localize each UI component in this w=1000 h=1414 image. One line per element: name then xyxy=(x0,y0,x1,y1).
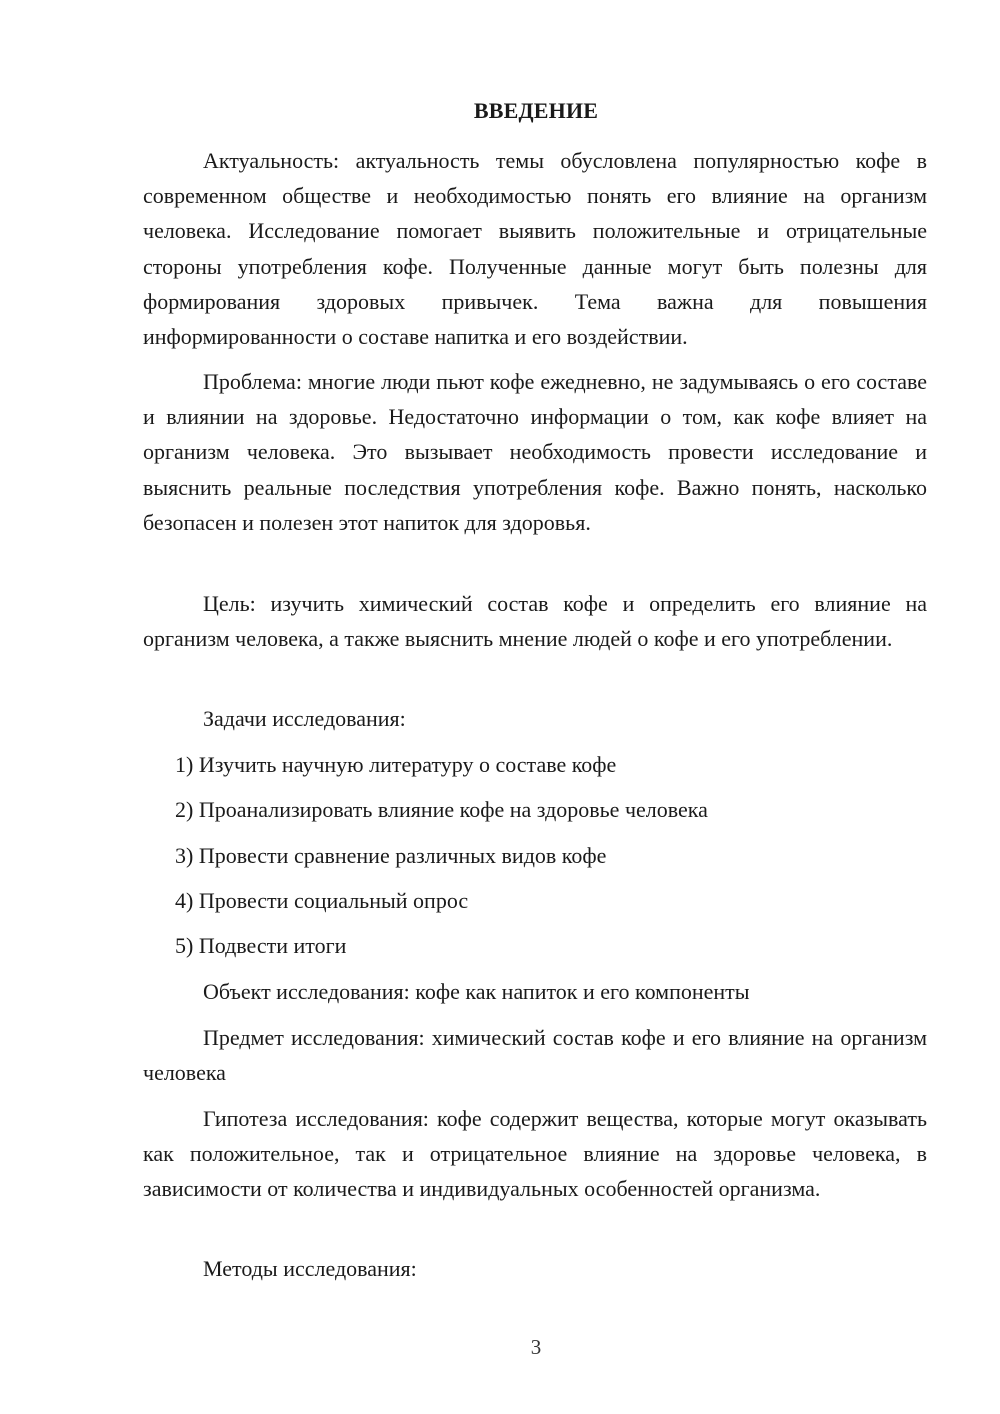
subject-paragraph: Предмет исследования: химический состав кофе и его влияние на организм человека xyxy=(143,1025,927,1086)
goal-paragraph: Цель: изучить химический состав кофе и определить его влияние на организм человека, а также выяснить мнение людей о кофе и его употреблении. xyxy=(143,591,927,652)
hypothesis-paragraph: Гипотеза исследования: кофе содержит вещества, которые могут оказывать как положительное, так и отрицательное влияние на здоровье человека, в зависимости от количества и индивидуальных особенностей организма. xyxy=(143,1106,927,1202)
object-paragraph: Объект исследования: кофе как напиток и его компоненты xyxy=(203,979,750,1004)
task-item: 3) Провести сравнение различных видов кофе xyxy=(175,843,607,868)
page-number: 3 xyxy=(530,1335,542,1359)
task-item: 2) Проанализировать влияние кофе на здоровье человека xyxy=(175,797,708,822)
tasks-heading: Задачи исследования: xyxy=(203,706,406,731)
task-item: 5) Подвести итоги xyxy=(175,933,347,958)
task-item: 1) Изучить научную литературу о составе кофе xyxy=(175,752,617,777)
task-item: 4) Провести социальный опрос xyxy=(175,888,469,913)
relevance-paragraph: Актуальность: актуальность темы обусловлена популярностью кофе в современном обществе и необходимостью понять его влияние на организм человека. Исследование помогает выявить положительные и отрицательные стороны употребления кофе. Полученные данные могут быть полезны для формирования здоровых привычек. Тема важна для повышения информированности о составе напитка и его воздействии. xyxy=(143,148,927,350)
methods-heading: Методы исследования: xyxy=(203,1256,417,1281)
problem-paragraph: Проблема: многие люди пьют кофе ежедневно, не задумываясь о его составе и влиянии на здоровье. Недостаточно информации о том, как кофе влияет на организм человека. Это вызывает необходимость провести исследование и выяснить реальные последствия употребления кофе. Важно понять, насколько безопасен и полезен этот напиток для здоровья. xyxy=(143,369,927,535)
section-title: ВВЕДЕНИЕ xyxy=(473,98,599,123)
